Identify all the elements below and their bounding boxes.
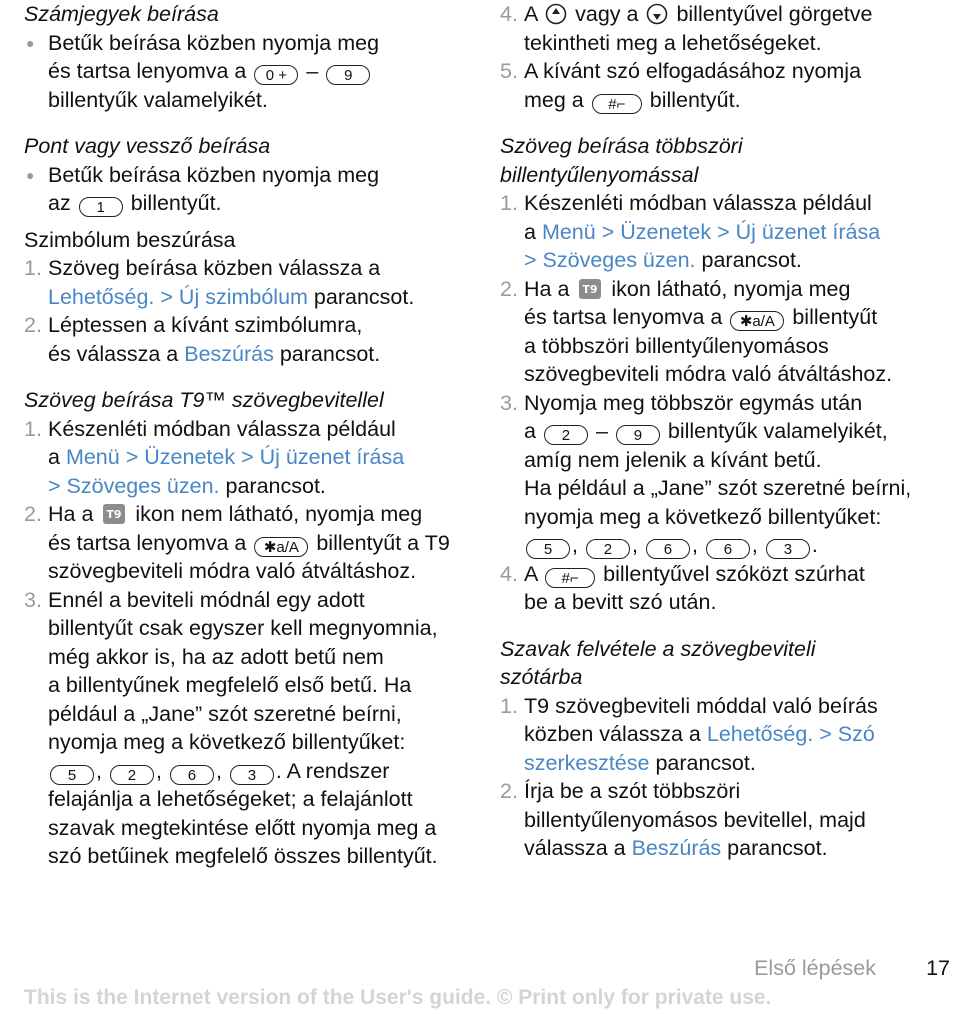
link-messages: Üzenetek — [144, 445, 236, 469]
key-2: 2 — [544, 425, 588, 445]
key-5: 5 — [526, 539, 570, 559]
list-item: 4. A #⌐ billentyűvel szóközt szúrhat be a bevitt szó után. — [500, 561, 865, 614]
list-item: 5. A kívánt szó elfogadásához nyomja meg a #⌐ billentyűt. — [500, 59, 862, 113]
list-item: 2. Írja be a szót többszöri billentyűlenyomásos bevitellel, majd válassza a Beszúrás parancsot. — [500, 779, 866, 860]
list-item: 2. Léptessen a kívánt szimbólumra, és válassza a Beszúrás parancsot. — [24, 313, 381, 366]
list-item: 2. Ha a T9 ikon nem látható, nyomja meg és tartsa lenyomva a ✱a/A billentyűt a T9 szövegbeviteli módra való átváltáshoz. — [24, 502, 450, 583]
bullet-icon: ● — [26, 166, 35, 183]
key-6: 6 — [646, 539, 690, 559]
page-number: 17 — [926, 956, 950, 980]
link-messages: Üzenetek — [620, 219, 712, 244]
link-new-message: Új üzenet írása — [259, 445, 405, 469]
left-column — [24, 0, 464, 871]
key-6: 6 — [170, 765, 214, 785]
key-6: 6 — [706, 539, 750, 559]
svg-text:T9: T9 — [582, 282, 598, 296]
heading-t9: Szöveg beírása T9™ szövegbevitellel — [24, 388, 384, 412]
svg-text:T9: T9 — [106, 508, 122, 521]
key-star: ✱a/A — [254, 537, 308, 557]
key-hash: #⌐ — [545, 568, 595, 588]
key-3: 3 — [766, 539, 810, 559]
link-text-msg: Szöveges üzen. — [66, 473, 220, 498]
heading-dictionary: Szavak felvétele a szövegbeviteli — [500, 636, 816, 661]
link-menu: Menü — [65, 445, 120, 469]
footer-section: Első lépések — [754, 956, 876, 980]
link-insert: Beszúrás — [631, 836, 722, 860]
list-item: 4. A vagy a billentyűvel görgetve tekintheti meg a lehetőségeket. — [500, 2, 873, 55]
key-1: 1 — [79, 197, 123, 217]
link-options: Lehetőség. — [48, 284, 155, 309]
key-9: 9 — [326, 65, 370, 85]
nav-up-icon — [545, 3, 567, 25]
heading-symbol: Szimbólum beszúrása — [24, 227, 236, 252]
list-item: 1. Készenléti módban válassza például a Menü > Üzenetek > Új üzenet írása > Szöveges üzen. parancsot. — [500, 191, 881, 272]
key-star: ✱a/A — [730, 311, 784, 331]
link-options: Lehetőség. — [706, 722, 814, 746]
link-insert: Beszúrás — [184, 341, 274, 366]
heading-multitap: Szöveg beírása többszöri — [500, 134, 743, 158]
link-edit: szerkesztése — [524, 750, 650, 775]
heading-numbers: Számjegyek beírása — [24, 2, 219, 26]
key-3: 3 — [230, 765, 274, 785]
key-5: 5 — [50, 765, 94, 785]
key-9: 9 — [616, 425, 660, 445]
list-item: 1. Készenléti módban válassza például a Menü > Üzenetek > Új üzenet írása > Szöveges üzen. parancsot. — [24, 416, 405, 498]
t9-icon — [102, 502, 126, 526]
right-column: 4. A vagy a billentyűvel görgetve tekintheti meg a lehetőségeket. 5. A kívánt szó elfogadásához nyomja meg a #⌐ billentyűt. Szöveg beírása többszöri billentyűlenyomással 1. Készenléti módban válassza például a Menü > Üzenetek > Új üzenet írása > Szöveges üzen. parancsot. 2. Ha a T9 ikon látható, nyomja meg és tartsa lenyomva a ✱a/A billentyűt a többszöri billentyűlenyomásos szövegbeviteli módra való átváltáshoz. 3. Nyomja meg többször egymás után a 2 – 9 billentyűk valamelyikét, amíg nem jelenik a kívánt betű. Ha például a „Jane” szót szeretné beírni, nyomja meg a következő billentyűket: 5 , 2 , 6 , 6 , 3 . 4. A #⌐ billentyűvel szóközt szúrhat be a bevitt szó után. Szavak felvétele a szövegbeviteli szótárba 1. T9 szövegbeviteli móddal való beírás közben válassza a Lehetőség. > Szó szerkesztése parancsot. 2. Írja be a szót többszöri billentyűlenyomásos bevitellel, majd válassza a Beszúrás parancsot. — [500, 0, 952, 863]
key-2: 2 — [110, 765, 154, 785]
link-menu: Menü — [541, 219, 596, 244]
link-text-msg: Szöveges üzen. — [542, 248, 696, 272]
list-item: 1. T9 szövegbeviteli móddal való beírás közben válassza a Lehetőség. > Szó szerkesztése parancsot. — [500, 693, 878, 775]
list-item: 3. Ennél a beviteli módnál egy adott billentyűt csak egyszer kell megnyomnia, még akkor is, ha az adott betű nem a billentyűnek megfelelő első betű. Ha például a „Jane” szót szeretné beírni, nyomja meg a következő billentyűket: 5 , 2 , 6 , 3 . A rendszer felajánlja a lehetőségeket; a felajánlott szavak megtekintése előtt nyomja meg a szó betűinek megfelelő összes billentyűt. — [24, 587, 438, 868]
watermark: This is the Internet version of the User's guide. © Print only for private use. — [24, 986, 772, 1009]
t9-icon — [578, 277, 602, 301]
list-item: 1. Szöveg beírása közben válassza a Lehetőség. > Új szimbólum parancsot. — [24, 256, 415, 309]
list-item: 2. Ha a T9 ikon látható, nyomja meg és tartsa lenyomva a ✱a/A billentyűt a többszöri billentyűlenyomásos szövegbeviteli módra való átváltáshoz. — [500, 276, 893, 386]
key-hash: #⌐ — [592, 94, 642, 114]
list-item: 3. Nyomja meg többször egymás után a 2 – 9 billentyűk valamelyikét, amíg nem jelenik a kívánt betű. Ha például a „Jane” szót szeretné beírni, nyomja meg a következő billentyűket: 5 , 2 , 6 , 6 , 3 . — [500, 390, 912, 558]
link-new-message: Új üzenet írása — [735, 219, 881, 244]
nav-down-icon — [646, 3, 668, 25]
bullet-icon: ● — [26, 34, 35, 51]
bullet-punct: ● Betűk beírása közben nyomja meg az 1 billentyűt. — [26, 162, 380, 216]
link-word: Szó — [837, 722, 875, 746]
key-2: 2 — [586, 539, 630, 559]
key-0: 0 + — [254, 65, 298, 85]
heading-punct: Pont vagy vessző beírása — [24, 134, 271, 158]
bullet-numbers: ● Betűk beírása közben nyomja meg és tartsa lenyomva a 0 + – 9 billentyűk valamelyikét. — [26, 30, 380, 112]
link-new-symbol: Új szimbólum — [178, 284, 308, 309]
